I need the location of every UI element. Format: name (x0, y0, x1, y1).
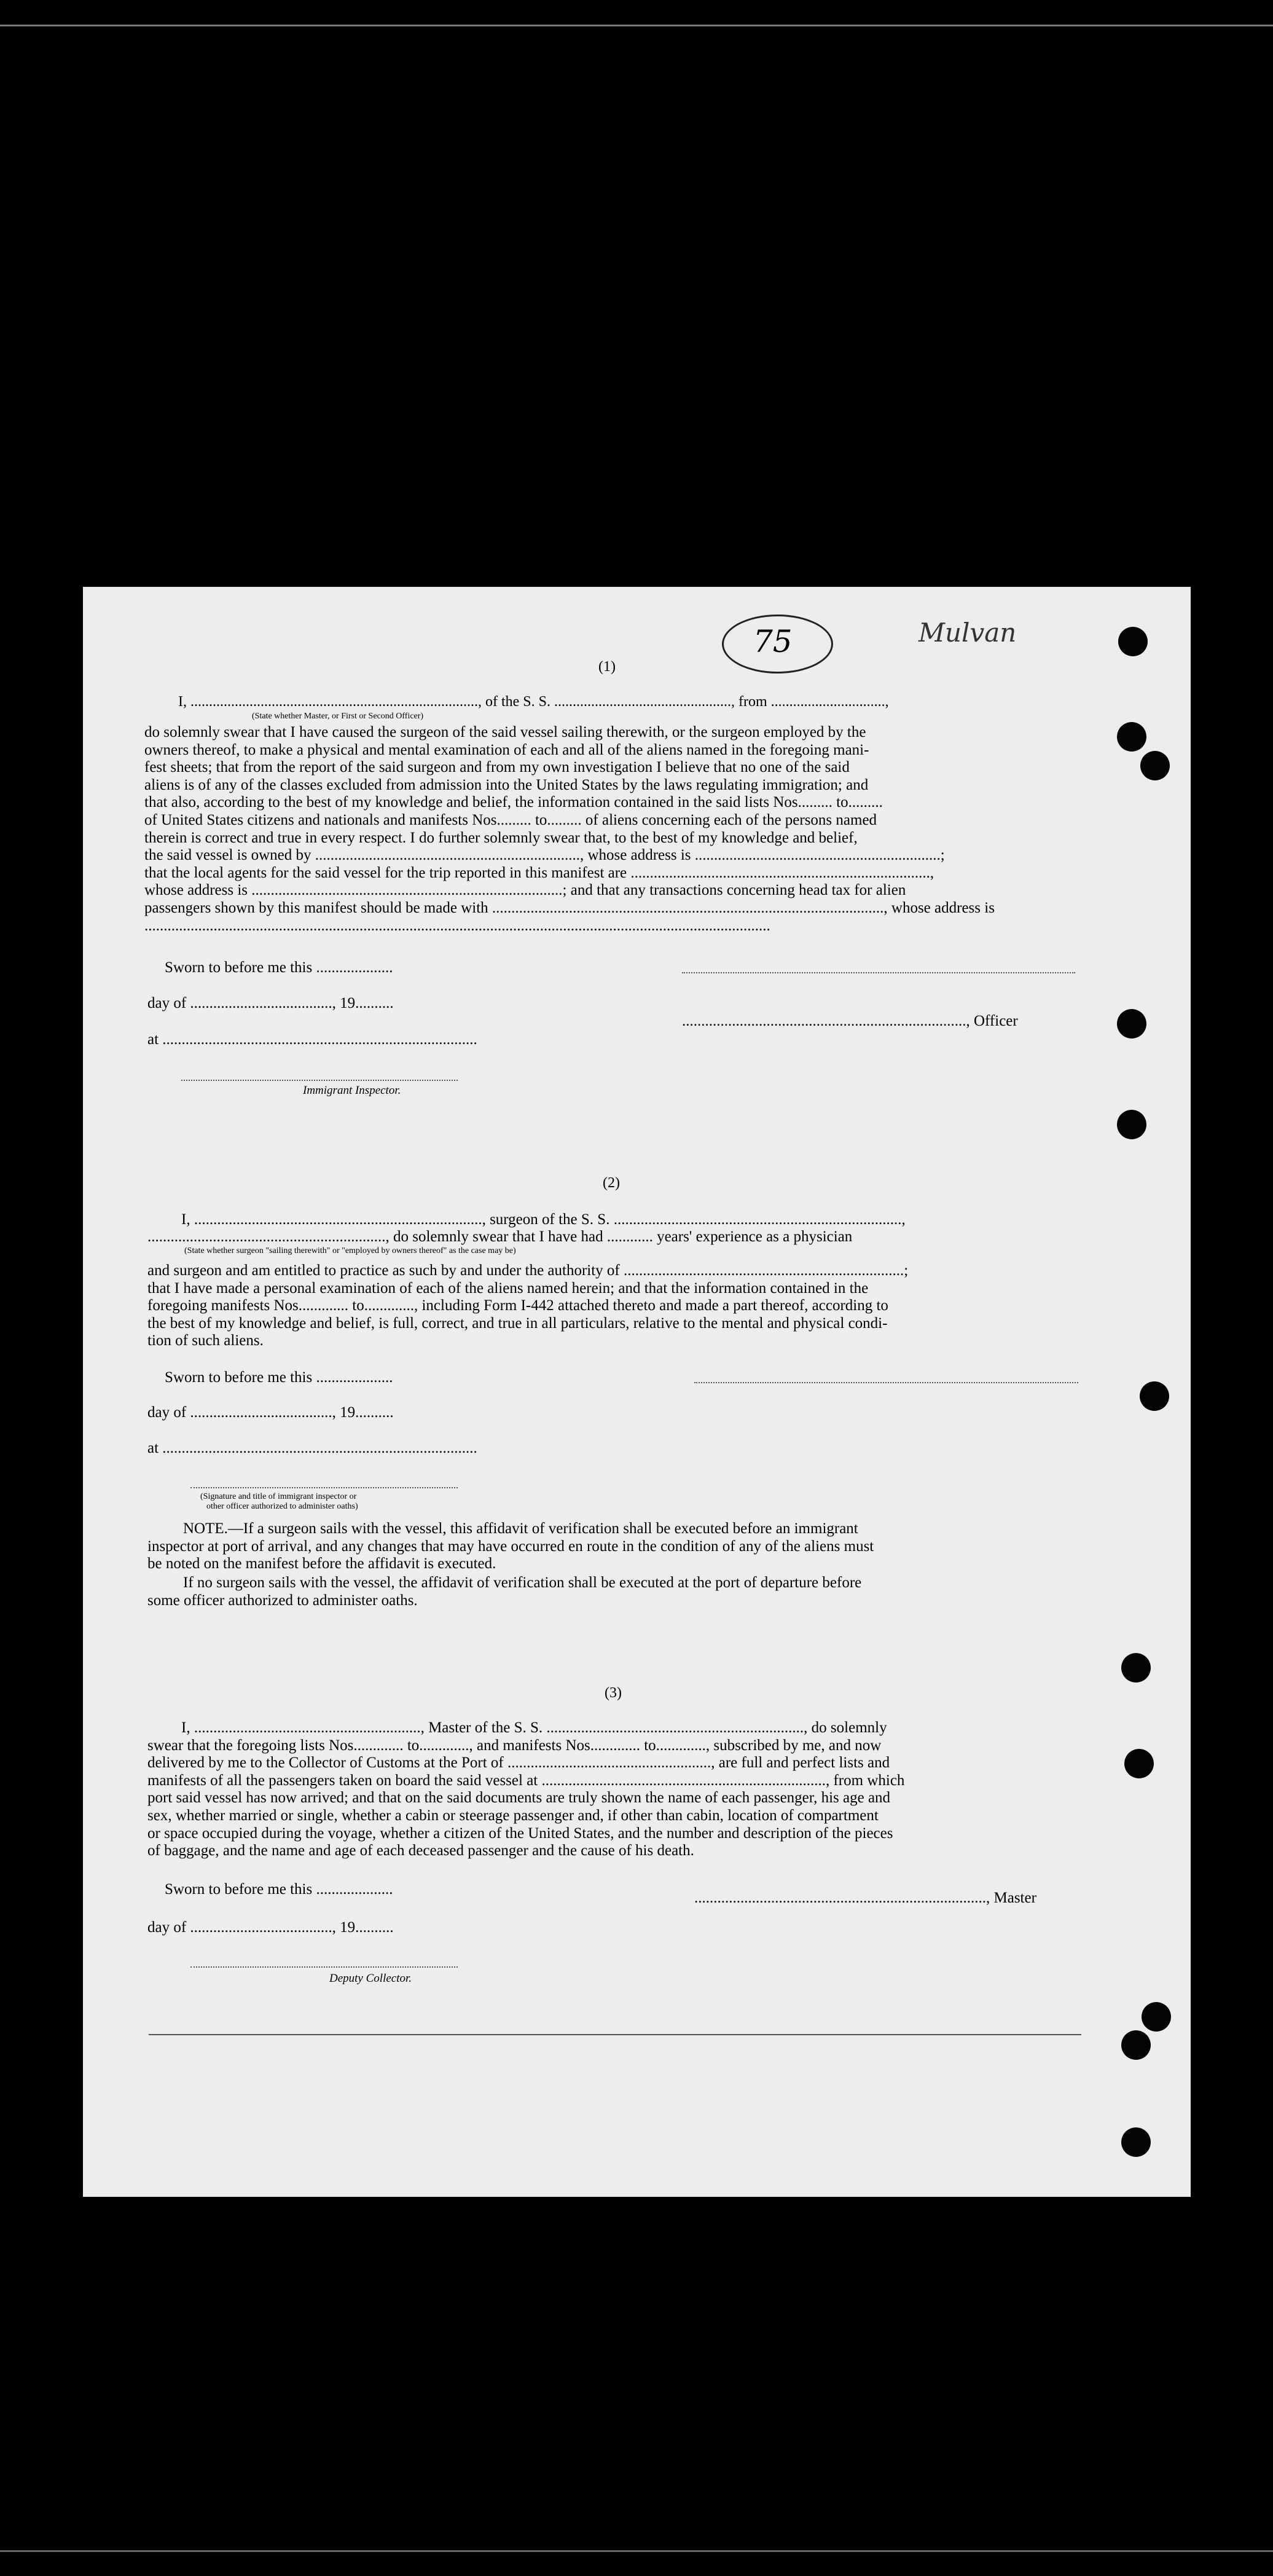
section-2-at: at .................................................................................. (147, 1440, 477, 1456)
binder-hole (1140, 751, 1170, 780)
section-1-at: at .................................................................................. (147, 1031, 477, 1048)
binder-hole (1117, 722, 1146, 752)
page-number-stamp: 75 (722, 615, 833, 673)
section-2-body: and surgeon and am entitled to practice as such by and under the authority of .........................................................................; that I have made a personal examination of each of the aliens named herein; and that the information contained in the foregoing manifests Nos............. to............., including Form I-442 attached thereto and made a part thereof, according to the best of my knowledge and belief, is full, correct, and true in all particulars, relative to the mental and physical condi- tion of such aliens. (147, 1262, 909, 1349)
scan-border-bottom (0, 2550, 1273, 2552)
section-3-day: day of ....................................., 19.......... (147, 1919, 394, 1936)
binder-hole (1140, 1381, 1169, 1411)
section-1-inspector-title: Immigrant Inspector. (303, 1084, 401, 1097)
section-3-heading: (3) (605, 1685, 622, 1701)
section-1-inspector-line (181, 1080, 458, 1081)
binder-hole (1118, 627, 1148, 656)
section-3-collector-line (190, 1966, 458, 1968)
section-2-sworn: Sworn to before me this .................... (165, 1369, 393, 1386)
section-2-signature-line (694, 1382, 1078, 1383)
section-3-sworn: Sworn to before me this .................... (165, 1881, 393, 1898)
section-3-collector-title: Deputy Collector. (329, 1972, 412, 1985)
section-1-heading: (1) (598, 659, 616, 675)
binder-hole (1124, 1749, 1154, 1778)
binder-hole (1121, 2127, 1151, 2157)
section-2-line-2: .............................................................., do solemnly swear that I have had ............ years' experience as a physician (147, 1228, 853, 1245)
section-1-officer: .........................................................................., Officer (682, 1013, 1018, 1029)
section-1-signature-line (682, 972, 1075, 973)
section-1-body: do solemnly swear that I have caused the surgeon of the said vessel sailing therewith, or the surgeon employed by the owners thereof, to make a physical and mental examination of each and all of the aliens named in the foregoing mani- fest sheets; that from the report of the said surgeon and from my own investigation I believe that no one of the said aliens is of any of the classes excluded from admission into the United States by the laws regulating immigration; and that also, according to the best of my knowledge and belief, the information contained in the said lists Nos......... to......... of United States citizens and nationals and manifests Nos......... to......... of aliens concerning each of the persons named therein is correct and true in every respect. I do further solemnly swear that, to the best of my knowledge and belief, the said vessel is owned by ....................................................................., whose address is ................................................................; that the local agents for the said vessel for the trip reported in this manifest are .............................................................................., whose address is .................................................................................; and that any transactions concerning head tax for alien passengers shown by this manifest should be made with ......................................................................................................, whose address is ................................................................................................................................................................... (144, 724, 995, 934)
section-2-note-2: If no surgeon sails with the vessel, the affidavit of verification shall be executed at the port of departure before some officer authorized to administer oaths. (147, 1574, 862, 1609)
section-2-day: day of ....................................., 19.......... (147, 1404, 394, 1421)
binder-hole (1142, 2002, 1171, 2032)
section-3-body: I, ..........................................................., Master of the S. S. ..................................................................., do solemnly swear that the foregoing lists Nos............. to............., and manifests Nos............. to............., subscribed by me, and now delivered by me to the Collector of Customs at the Port of ....................................................., are full and perfect lists and manifests of all the passengers taken on board the said vessel at .........................................................................., from which port said vessel has now arrived; and that on the said documents are truly shown the name of each passenger, his age and sex, whether married or single, whether a cabin or steerage passenger and, if other than cabin, location of compartment or space occupied during the voyage, whether a citizen of the United States, and the number and description of the pieces of baggage, and the name and age of each deceased passenger and the cause of his death. (147, 1719, 905, 1859)
section-2-line-1: I, ..........................................................................., surgeon of the S. S. ..........................................................................., (181, 1211, 906, 1228)
section-3-master: ............................................................................, Master (694, 1890, 1036, 1906)
section-2-sig-caption-1: (Signature and title of immigrant inspector or (200, 1492, 357, 1501)
scan-border-top (0, 25, 1273, 26)
section-1-sworn: Sworn to before me this .................... (165, 959, 393, 976)
bottom-rule (149, 2034, 1081, 2035)
section-2-inspector-line (190, 1487, 458, 1488)
section-1-day: day of ....................................., 19.......... (147, 995, 394, 1011)
section-2-sig-caption-2: other officer authorized to administer oaths) (206, 1502, 358, 1511)
binder-hole (1117, 1110, 1146, 1139)
section-2-note: NOTE.—If a surgeon sails with the vessel, this affidavit of verification shall be executed before an immigrant inspector at port of arrival, and any changes that may have occurred en route in the condition of any of the aliens must be noted on the manifest before the affidavit is executed. (147, 1520, 874, 1573)
binder-hole (1121, 2030, 1151, 2060)
section-2-heading: (2) (603, 1175, 620, 1191)
section-1-line-1: I, .............................................................................., of the S. S. ................................................, from ..............................., (178, 694, 889, 710)
section-2-caption: (State whether surgeon "sailing therewith" or "employed by owners thereof" as the case may be) (184, 1246, 516, 1255)
section-1-caption: (State whether Master, or First or Second Officer) (252, 712, 424, 721)
binder-hole (1117, 1009, 1146, 1039)
binder-hole (1121, 1653, 1151, 1683)
handwritten-name: Mulvan (919, 618, 1017, 648)
